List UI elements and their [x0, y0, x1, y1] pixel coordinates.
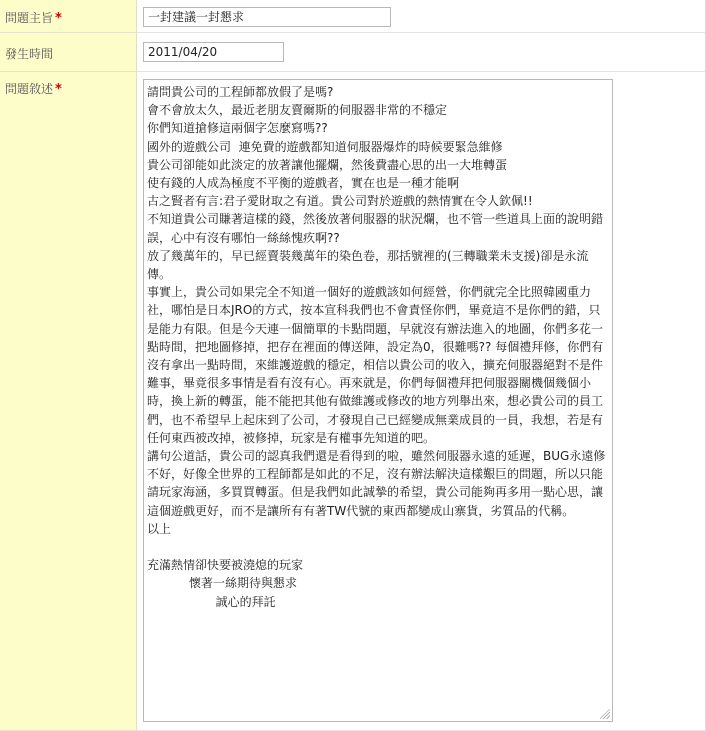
description-line: 國外的遊戲公司 連免費的遊戲都知道伺服器爆炸的時候要緊急維修 — [147, 139, 503, 154]
date-label-cell — [0, 33, 137, 72]
subject-value-cell — [137, 0, 706, 33]
date-input[interactable]: 2011/04/20 — [143, 42, 284, 62]
subject-label: 問題主旨 — [5, 11, 54, 25]
description-line: 充滿熱情卻快要被澆熄的玩家 — [147, 558, 304, 573]
description-line: 請問貴公司的工程師都放假了是嗎? — [147, 85, 334, 99]
description-line: 事實上，貴公司如果完全不知道一個好的遊戲該如何經營，你們就完全比照韓國重力社，哪怕是日本JRO的方式，按本宣科我們也不會責怪你們，畢竟這不是你們的錯，只是能力有限。但是今天連一個簡單的卡點問題，早就沒有辦法進入的地圖，你們多花一點時間，把地圖修掉，把存在裡面的傳送陣，設定為0，很難嗎?? 每個禮拜修，你們有沒有拿出一點時間，來維護遊戲的穩定，相信以貴公司的收入，擴充伺服器絕對不是件難事，畢竟很多事情是看有沒有心。再來就是，你們每個禮拜把伺服器關機個幾個小時，換上新的轉蛋，能不能把其他有做維護或修改的地方列舉出來，想必貴公司的員工們，也不希望早上起床到了公司，才發現自己已經變成無業成員的一員，我想，若是有任何東西被改掉，被修掉，玩家是有權事先知道的吧。 — [147, 285, 604, 445]
description-text — [147, 83, 608, 611]
description-line: 會不會放太久，最近老朋友賣爾斯的伺服器非常的不穩定 — [147, 103, 448, 118]
description-textarea[interactable] — [143, 79, 613, 722]
required-asterisk: * — [55, 11, 62, 26]
subject-input[interactable]: 一封建議一封懇求 — [143, 7, 391, 27]
description-line: 貴公司卻能如此淡定的放著讓他擺爛，然後費盡心思的出一大堆轉蛋 — [147, 157, 508, 172]
description-line: 懷著一絲期待與懇求 — [147, 576, 297, 591]
date-value-cell — [137, 33, 706, 72]
description-line: 以上 — [147, 521, 172, 536]
description-line — [147, 538, 608, 556]
description-line: 誠心的拜託 — [147, 594, 276, 609]
description-line: 使有錢的人成為極度不平衡的遊戲者，實在也是一種才能啊 — [147, 176, 460, 191]
subject-label-cell — [0, 0, 137, 33]
description-line: 古之賢者有言:君子愛財取之有道。貴公司對於遊戲的熱情實在令人欽佩!! — [147, 194, 533, 209]
date-label: 發生時間 — [5, 47, 54, 61]
description-row — [0, 72, 706, 731]
description-line: 講句公道話，貴公司的認真我們還是看得到的啦，雖然伺服器永遠的延遲，BUG永遠修不好，好像全世界的工程師都是如此的不足，沒有辦法解決這樣艱巨的問題，所以只能請玩家海涵，多買買轉蛋。但是我們如此誠摯的希望，貴公司能夠再多用一點心思，讓這個遊戲更好，而不是讓所有有著TW代號的東西都變成山寨貨，劣質品的代稱。 — [147, 449, 606, 518]
subject-row — [0, 0, 706, 33]
resize-grip-icon[interactable] — [600, 709, 610, 719]
description-line: 放了幾萬年的，早已經賣裝幾萬年的染色卷，那括號裡的(三轉職業未支援)卻是永流傳。 — [147, 248, 589, 282]
description-line: 不知道貴公司賺著這樣的錢，然後放著伺服器的狀況爛，也不管一些道具上面的說明錯誤，心中有沒有哪怕一絲絲愧疚啊?? — [147, 212, 604, 245]
description-line: 你們知道搶修這兩個字怎麼寫嗎?? — [147, 121, 328, 136]
date-row — [0, 33, 706, 72]
description-value-cell — [137, 72, 706, 731]
description-label: 問題敘述 — [5, 82, 54, 96]
description-label-cell — [0, 72, 137, 731]
required-asterisk: * — [55, 82, 62, 97]
